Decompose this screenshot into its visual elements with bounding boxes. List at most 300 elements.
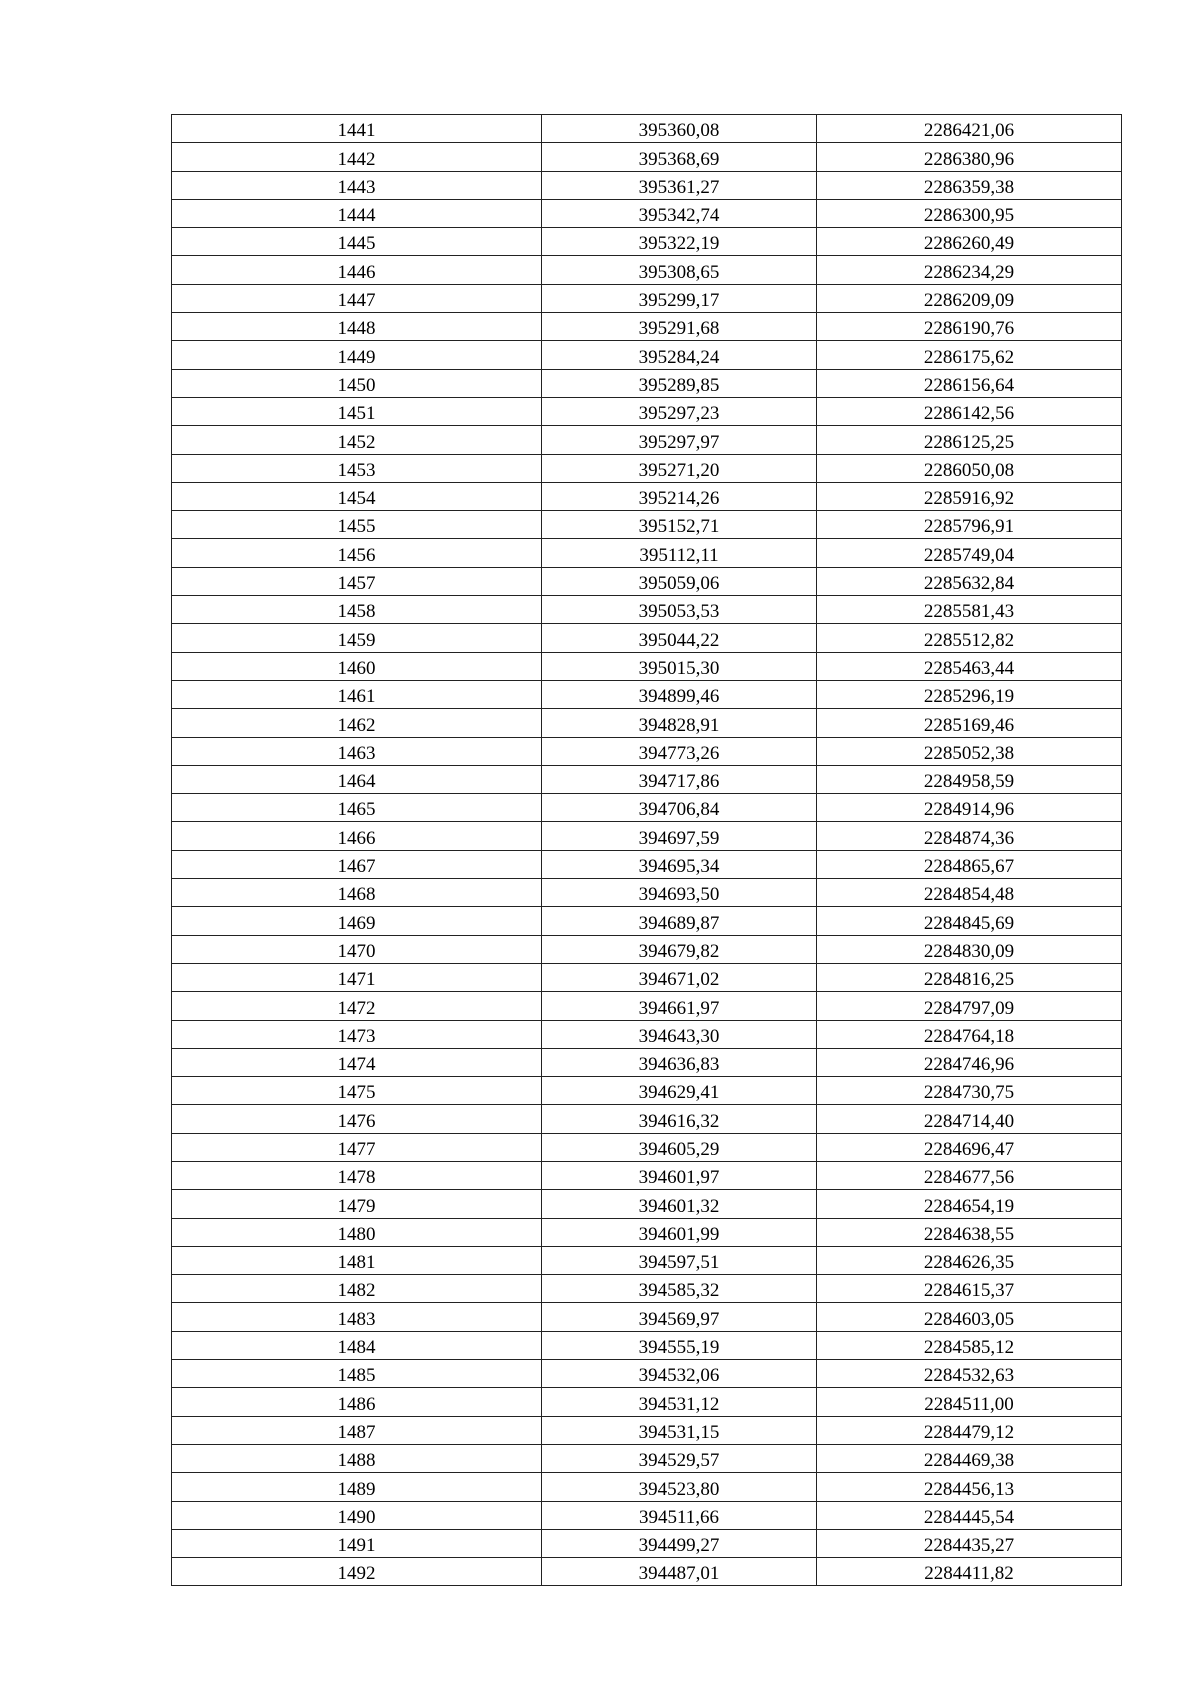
cell-text: 394697,59 [638, 827, 720, 849]
y-coordinate-cell [817, 171, 1122, 199]
y-coordinate-cell [817, 992, 1122, 1020]
cell-text: 395342,74 [638, 205, 720, 227]
table-row [172, 567, 1122, 595]
x-coordinate-cell [542, 850, 817, 878]
y-coordinate-cell [817, 1360, 1122, 1388]
cell-text: 2284696,47 [923, 1138, 1015, 1160]
cell-text: 395214,26 [638, 488, 720, 510]
point-number-cell [172, 567, 542, 595]
y-coordinate-cell [817, 1161, 1122, 1189]
cell-text: 1483 [337, 1308, 376, 1330]
cell-text: 395284,24 [638, 346, 720, 368]
point-number-cell [172, 1161, 542, 1189]
x-coordinate-cell [542, 1529, 817, 1557]
point-number-cell [172, 199, 542, 227]
point-number-cell [172, 624, 542, 652]
x-coordinate-cell [542, 1133, 817, 1161]
y-coordinate-cell [817, 426, 1122, 454]
cell-text: 2286260,49 [923, 233, 1015, 255]
x-coordinate-cell [542, 596, 817, 624]
point-number-cell [172, 511, 542, 539]
point-number-cell [172, 341, 542, 369]
cell-text: 2284874,36 [923, 827, 1015, 849]
cell-text: 1455 [337, 516, 376, 538]
y-coordinate-cell [817, 850, 1122, 878]
cell-text: 1485 [337, 1365, 376, 1387]
cell-text: 1476 [337, 1110, 376, 1132]
x-coordinate-cell [542, 256, 817, 284]
cell-text: 1463 [337, 742, 376, 764]
x-coordinate-cell [542, 879, 817, 907]
point-number-cell [172, 850, 542, 878]
y-coordinate-cell [817, 1218, 1122, 1246]
point-number-cell [172, 397, 542, 425]
x-coordinate-cell [542, 171, 817, 199]
y-coordinate-cell [817, 199, 1122, 227]
y-coordinate-cell [817, 1020, 1122, 1048]
cell-text: 395297,23 [638, 403, 720, 425]
cell-text: 2286125,25 [923, 431, 1015, 453]
point-number-cell [172, 284, 542, 312]
cell-text: 394531,12 [638, 1393, 720, 1415]
point-number-cell [172, 879, 542, 907]
table-row [172, 596, 1122, 624]
table-row [172, 171, 1122, 199]
point-number-cell [172, 1388, 542, 1416]
point-number-cell [172, 822, 542, 850]
cell-text: 2285463,44 [923, 657, 1015, 679]
cell-text: 1474 [337, 1054, 376, 1076]
x-coordinate-cell [542, 511, 817, 539]
y-coordinate-cell [817, 1303, 1122, 1331]
x-coordinate-cell [542, 680, 817, 708]
y-coordinate-cell [817, 596, 1122, 624]
table-row [172, 794, 1122, 822]
table-row [172, 879, 1122, 907]
cell-text: 394499,27 [638, 1535, 720, 1557]
y-coordinate-cell [817, 1048, 1122, 1076]
cell-text: 395289,85 [638, 374, 720, 396]
cell-text: 394643,30 [638, 1025, 720, 1047]
x-coordinate-cell [542, 454, 817, 482]
cell-text: 394671,02 [638, 969, 720, 991]
cell-text: 395291,68 [638, 318, 720, 340]
point-number-cell [172, 1303, 542, 1331]
y-coordinate-cell [817, 794, 1122, 822]
table-row [172, 907, 1122, 935]
y-coordinate-cell [817, 765, 1122, 793]
cell-text: 2284730,75 [923, 1082, 1015, 1104]
cell-text: 1481 [337, 1252, 376, 1274]
point-number-cell [172, 765, 542, 793]
y-coordinate-cell [817, 1077, 1122, 1105]
x-coordinate-cell [542, 652, 817, 680]
point-number-cell [172, 992, 542, 1020]
coordinates-table [171, 114, 1122, 1586]
cell-text: 1465 [337, 799, 376, 821]
cell-text: 1489 [337, 1478, 376, 1500]
point-number-cell [172, 1105, 542, 1133]
x-coordinate-cell [542, 1161, 817, 1189]
table-row [172, 341, 1122, 369]
cell-text: 1488 [337, 1450, 376, 1472]
cell-text: 395360,08 [638, 120, 720, 142]
coordinates-table-body [172, 115, 1122, 1586]
table-row [172, 1444, 1122, 1472]
y-coordinate-cell [817, 539, 1122, 567]
cell-text: 1453 [337, 459, 376, 481]
cell-text: 394693,50 [638, 884, 720, 906]
cell-text: 1449 [337, 346, 376, 368]
y-coordinate-cell [817, 1275, 1122, 1303]
cell-text: 1462 [337, 714, 376, 736]
cell-text: 394605,29 [638, 1138, 720, 1160]
x-coordinate-cell [542, 199, 817, 227]
cell-text: 1475 [337, 1082, 376, 1104]
y-coordinate-cell [817, 907, 1122, 935]
cell-text: 1456 [337, 544, 376, 566]
cell-text: 395053,53 [638, 601, 720, 623]
cell-text: 1480 [337, 1223, 376, 1245]
cell-text: 1491 [337, 1535, 376, 1557]
table-row [172, 284, 1122, 312]
cell-text: 394487,01 [638, 1563, 720, 1585]
table-row [172, 115, 1122, 143]
cell-text: 2286359,38 [923, 176, 1015, 198]
x-coordinate-cell [542, 284, 817, 312]
table-row [172, 652, 1122, 680]
cell-text: 2284746,96 [923, 1054, 1015, 1076]
cell-text: 394679,82 [638, 940, 720, 962]
table-row [172, 143, 1122, 171]
cell-text: 394523,80 [638, 1478, 720, 1500]
cell-text: 1452 [337, 431, 376, 453]
x-coordinate-cell [542, 737, 817, 765]
cell-text: 1466 [337, 827, 376, 849]
table-row [172, 1161, 1122, 1189]
point-number-cell [172, 482, 542, 510]
y-coordinate-cell [817, 115, 1122, 143]
y-coordinate-cell [817, 1388, 1122, 1416]
cell-text: 1467 [337, 856, 376, 878]
table-row [172, 1246, 1122, 1274]
x-coordinate-cell [542, 313, 817, 341]
y-coordinate-cell [817, 680, 1122, 708]
point-number-cell [172, 1501, 542, 1529]
point-number-cell [172, 1246, 542, 1274]
cell-text: 394601,99 [638, 1223, 720, 1245]
cell-text: 394689,87 [638, 912, 720, 934]
cell-text: 2286190,76 [923, 318, 1015, 340]
point-number-cell [172, 1048, 542, 1076]
x-coordinate-cell [542, 1020, 817, 1048]
point-number-cell [172, 935, 542, 963]
cell-text: 1445 [337, 233, 376, 255]
cell-text: 2285581,43 [923, 601, 1015, 623]
x-coordinate-cell [542, 1048, 817, 1076]
cell-text: 1461 [337, 686, 376, 708]
point-number-cell [172, 1077, 542, 1105]
table-row [172, 624, 1122, 652]
table-row [172, 256, 1122, 284]
cell-text: 2284654,19 [923, 1195, 1015, 1217]
cell-text: 1446 [337, 261, 376, 283]
point-number-cell [172, 454, 542, 482]
cell-text: 2284830,09 [923, 940, 1015, 962]
cell-text: 395322,19 [638, 233, 720, 255]
point-number-cell [172, 1218, 542, 1246]
y-coordinate-cell [817, 313, 1122, 341]
cell-text: 2285796,91 [923, 516, 1015, 538]
cell-text: 2284764,18 [923, 1025, 1015, 1047]
table-row [172, 935, 1122, 963]
cell-text: 2286421,06 [923, 120, 1015, 142]
x-coordinate-cell [542, 1218, 817, 1246]
x-coordinate-cell [542, 1190, 817, 1218]
table-row [172, 1303, 1122, 1331]
x-coordinate-cell [542, 539, 817, 567]
x-coordinate-cell [542, 1473, 817, 1501]
cell-text: 394773,26 [638, 742, 720, 764]
cell-text: 2284532,63 [923, 1365, 1015, 1387]
cell-text: 394511,66 [638, 1506, 720, 1528]
cell-text: 2284469,38 [923, 1450, 1015, 1472]
y-coordinate-cell [817, 822, 1122, 850]
cell-text: 2286175,62 [923, 346, 1015, 368]
cell-text: 1482 [337, 1280, 376, 1302]
table-row [172, 539, 1122, 567]
table-row [172, 737, 1122, 765]
point-number-cell [172, 1529, 542, 1557]
table-row [172, 1048, 1122, 1076]
point-number-cell [172, 1473, 542, 1501]
cell-text: 2286050,08 [923, 459, 1015, 481]
point-number-cell [172, 228, 542, 256]
cell-text: 2286209,09 [923, 290, 1015, 312]
y-coordinate-cell [817, 1416, 1122, 1444]
point-number-cell [172, 1020, 542, 1048]
x-coordinate-cell [542, 228, 817, 256]
y-coordinate-cell [817, 1501, 1122, 1529]
cell-text: 2284411,82 [924, 1563, 1014, 1585]
table-row [172, 397, 1122, 425]
y-coordinate-cell [817, 143, 1122, 171]
y-coordinate-cell [817, 1190, 1122, 1218]
cell-text: 395361,27 [638, 176, 720, 198]
point-number-cell [172, 737, 542, 765]
cell-text: 1450 [337, 374, 376, 396]
cell-text: 2285169,46 [923, 714, 1015, 736]
point-number-cell [172, 1360, 542, 1388]
y-coordinate-cell [817, 1331, 1122, 1359]
table-row [172, 228, 1122, 256]
cell-text: 395308,65 [638, 261, 720, 283]
table-row [172, 1105, 1122, 1133]
y-coordinate-cell [817, 935, 1122, 963]
table-row [172, 1218, 1122, 1246]
cell-text: 2286300,95 [923, 205, 1015, 227]
cell-text: 2286142,56 [923, 403, 1015, 425]
point-number-cell [172, 1416, 542, 1444]
point-number-cell [172, 1275, 542, 1303]
point-number-cell [172, 539, 542, 567]
point-number-cell [172, 794, 542, 822]
cell-text: 2285916,92 [923, 488, 1015, 510]
cell-text: 1444 [337, 205, 376, 227]
cell-text: 395015,30 [638, 657, 720, 679]
point-number-cell [172, 963, 542, 991]
cell-text: 1477 [337, 1138, 376, 1160]
y-coordinate-cell [817, 511, 1122, 539]
table-row [172, 1190, 1122, 1218]
y-coordinate-cell [817, 737, 1122, 765]
y-coordinate-cell [817, 341, 1122, 369]
cell-text: 2284816,25 [923, 969, 1015, 991]
x-coordinate-cell [542, 765, 817, 793]
cell-text: 1443 [337, 176, 376, 198]
table-row [172, 1416, 1122, 1444]
point-number-cell [172, 680, 542, 708]
cell-text: 394585,32 [638, 1280, 720, 1302]
cell-text: 2284677,56 [923, 1167, 1015, 1189]
cell-text: 2284865,67 [923, 856, 1015, 878]
cell-text: 2284958,59 [923, 771, 1015, 793]
table-row [172, 1501, 1122, 1529]
x-coordinate-cell [542, 397, 817, 425]
cell-text: 394706,84 [638, 799, 720, 821]
x-coordinate-cell [542, 1077, 817, 1105]
cell-text: 395368,69 [638, 148, 720, 170]
y-coordinate-cell [817, 652, 1122, 680]
cell-text: 2285632,84 [923, 573, 1015, 595]
cell-text: 2284845,69 [923, 912, 1015, 934]
x-coordinate-cell [542, 1360, 817, 1388]
table-row [172, 199, 1122, 227]
cell-text: 1441 [337, 120, 376, 142]
table-row [172, 963, 1122, 991]
cell-text: 1470 [337, 940, 376, 962]
y-coordinate-cell [817, 624, 1122, 652]
table-row [172, 313, 1122, 341]
cell-text: 2284914,96 [923, 799, 1015, 821]
cell-text: 2286234,29 [923, 261, 1015, 283]
table-row [172, 1020, 1122, 1048]
cell-text: 394636,83 [638, 1054, 720, 1076]
x-coordinate-cell [542, 341, 817, 369]
point-number-cell [172, 256, 542, 284]
table-row [172, 482, 1122, 510]
y-coordinate-cell [817, 1558, 1122, 1586]
y-coordinate-cell [817, 1529, 1122, 1557]
cell-text: 1487 [337, 1421, 376, 1443]
cell-text: 1458 [337, 601, 376, 623]
x-coordinate-cell [542, 426, 817, 454]
cell-text: 2286156,64 [923, 374, 1015, 396]
cell-text: 2284638,55 [923, 1223, 1015, 1245]
table-row [172, 680, 1122, 708]
x-coordinate-cell [542, 1303, 817, 1331]
point-number-cell [172, 115, 542, 143]
cell-text: 1457 [337, 573, 376, 595]
point-number-cell [172, 313, 542, 341]
cell-text: 1490 [337, 1506, 376, 1528]
point-number-cell [172, 1331, 542, 1359]
y-coordinate-cell [817, 709, 1122, 737]
cell-text: 1479 [337, 1195, 376, 1217]
table-row [172, 369, 1122, 397]
cell-text: 394717,86 [638, 771, 720, 793]
cell-text: 395297,97 [638, 431, 720, 453]
cell-text: 394555,19 [638, 1337, 720, 1359]
cell-text: 394629,41 [638, 1082, 720, 1104]
cell-text: 394601,97 [638, 1167, 720, 1189]
x-coordinate-cell [542, 794, 817, 822]
cell-text: 2286380,96 [923, 148, 1015, 170]
cell-text: 395059,06 [638, 573, 720, 595]
x-coordinate-cell [542, 143, 817, 171]
point-number-cell [172, 652, 542, 680]
table-row [172, 1133, 1122, 1161]
x-coordinate-cell [542, 963, 817, 991]
cell-text: 395271,20 [638, 459, 720, 481]
x-coordinate-cell [542, 115, 817, 143]
y-coordinate-cell [817, 1444, 1122, 1472]
x-coordinate-cell [542, 935, 817, 963]
point-number-cell [172, 369, 542, 397]
point-number-cell [172, 709, 542, 737]
y-coordinate-cell [817, 369, 1122, 397]
cell-text: 394616,32 [638, 1110, 720, 1132]
cell-text: 1447 [337, 290, 376, 312]
cell-text: 2285296,19 [923, 686, 1015, 708]
cell-text: 2284479,12 [923, 1421, 1015, 1443]
y-coordinate-cell [817, 879, 1122, 907]
cell-text: 394695,34 [638, 856, 720, 878]
x-coordinate-cell [542, 1275, 817, 1303]
cell-text: 2284714,40 [923, 1110, 1015, 1132]
point-number-cell [172, 1558, 542, 1586]
table-row [172, 850, 1122, 878]
cell-text: 2284445,54 [923, 1506, 1015, 1528]
cell-text: 2284626,35 [923, 1252, 1015, 1274]
cell-text: 394529,57 [638, 1450, 720, 1472]
table-row [172, 1360, 1122, 1388]
x-coordinate-cell [542, 1444, 817, 1472]
y-coordinate-cell [817, 454, 1122, 482]
cell-text: 1473 [337, 1025, 376, 1047]
y-coordinate-cell [817, 397, 1122, 425]
y-coordinate-cell [817, 963, 1122, 991]
y-coordinate-cell [817, 1105, 1122, 1133]
cell-text: 1460 [337, 657, 376, 679]
point-number-cell [172, 426, 542, 454]
cell-text: 1464 [337, 771, 376, 793]
cell-text: 1454 [337, 488, 376, 510]
point-number-cell [172, 596, 542, 624]
cell-text: 2285749,04 [923, 544, 1015, 566]
cell-text: 394899,46 [638, 686, 720, 708]
x-coordinate-cell [542, 822, 817, 850]
cell-text: 1451 [337, 403, 376, 425]
x-coordinate-cell [542, 1331, 817, 1359]
cell-text: 1442 [337, 148, 376, 170]
cell-text: 395152,71 [638, 516, 720, 538]
x-coordinate-cell [542, 1246, 817, 1274]
cell-text: 1469 [337, 912, 376, 934]
cell-text: 1459 [337, 629, 376, 651]
x-coordinate-cell [542, 1388, 817, 1416]
cell-text: 2284854,48 [923, 884, 1015, 906]
